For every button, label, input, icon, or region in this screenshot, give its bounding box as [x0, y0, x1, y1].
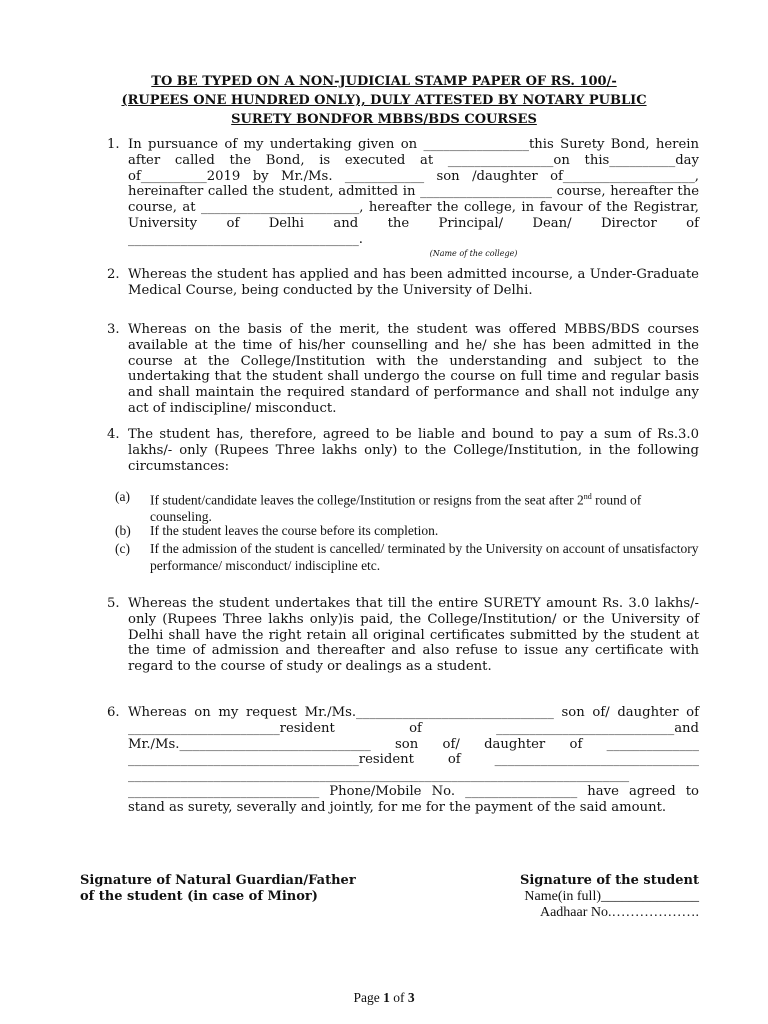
paragraph-6 [107, 705, 699, 816]
aadhaar-field: Aadhaar No.………………. [539, 905, 699, 920]
paragraph-text: Whereas the student has applied and has been admitted incourse, a Under-Graduate Medical Course, being conducted by the University of Delhi. [128, 267, 699, 298]
sub-item-text-part: round of counseling. [150, 492, 642, 524]
guardian-signature-sublabel: of the student (in case of Minor) [80, 889, 318, 904]
paragraph-text: Whereas on my request Mr./Ms.______________________________ son of/ daughter of _______________________resident of ___________________________and Mr./Ms._____________________________ son of/ daughter of ______________ ___________________________________resident of _______________________________ ____________________________________________________________________________ _____________________________ Phone/Mobile No. _________________ have agreed to stand as surety, severally and jointly, for me for the payment of the said amount. [128, 705, 699, 815]
sub-item-text: If the admission of the student is cancelled/ terminated by the University on account of unsatisfactory performance/ misconduct/ indiscipline etc. [150, 541, 699, 573]
paragraph-number: 5. [107, 596, 120, 611]
student-name-field: Name(in full)______________ [524, 889, 699, 904]
paragraph-5 [107, 596, 699, 675]
page-number: 1 [383, 990, 390, 1005]
paragraph-number: 6. [107, 705, 120, 720]
paragraph-3 [107, 322, 699, 417]
sub-item-text: If the student leaves the course before its completion. [150, 523, 439, 538]
college-name-caption: (Name of the college) [429, 248, 518, 258]
sub-item-b [115, 523, 700, 540]
sub-item-label: (a) [115, 489, 130, 504]
page-footer [0, 990, 768, 1006]
guardian-signature-block [80, 873, 356, 905]
paragraph-text: In pursuance of my undertaking given on ________________this Surety Bond, herein after called the Bond, is executed at ________________on this__________day of__________2019 by Mr./Ms. ____________ son /daughter of____________________, hereinafter called the student, admitted in ____________________ course, hereafter the course, at ________________________, hereafter the college, in favour of the Registrar, University of Delhi and the Principal/ Dean/ Director of ___________________________________. [128, 137, 699, 247]
header-line-2: (RUPEES ONE HUNDRED ONLY), DULY ATTESTED BY NOTARY PUBLIC [121, 93, 647, 108]
document-header [0, 72, 768, 129]
paragraph-number: 4. [107, 427, 120, 442]
paragraph-text: The student has, therefore, agreed to be liable and bound to pay a sum of Rs.3.0 lakhs/- only (Rupees Three lakhs only) to the College/Institution, in the following circumstances: [128, 427, 699, 474]
paragraph-2 [107, 267, 699, 299]
sub-item-label: (b) [115, 523, 131, 538]
document-title: SURETY BONDFOR MBBS/BDS COURSES [231, 112, 537, 127]
paragraph-text: Whereas on the basis of the merit, the student was offered MBBS/BDS courses available at the time of his/her counselling and he/ she has been admitted in the course at the College/Institution with the understanding and subject to the undertaking that the student shall undergo the course on full time and regular basis and shall maintain the required standard of performance and shall not indulge any act of indiscipline/ misconduct. [128, 322, 699, 416]
sub-item-a [115, 489, 700, 526]
ordinal-suffix: nd [583, 492, 592, 501]
sub-item-text [150, 489, 700, 526]
page-label: Page [353, 990, 380, 1005]
guardian-signature-label: Signature of Natural Guardian/Father [80, 873, 356, 888]
sub-item-text-part: If student/candidate leaves the college/Institution or resigns from the seat after 2 [150, 492, 584, 508]
paragraph-number: 1. [107, 137, 120, 152]
paragraph-text: Whereas the student undertakes that till the entire SURETY amount Rs. 3.0 lakhs/- only (Rupees Three lakhs only)is paid, the College/Institution/ or the University of Delhi shall have the right retain all original certificates submitted by the student at the time of admission and thereafter and also refuse to issue any certificate with regard to the course of study or dealings as a student. [128, 596, 699, 675]
paragraph-1 [107, 137, 699, 260]
paragraph-4 [107, 427, 699, 474]
paragraph-number: 3. [107, 322, 120, 337]
header-line-1: TO BE TYPED ON A NON-JUDICIAL STAMP PAPER OF RS. 100/- [151, 74, 617, 89]
page-of-label: of [393, 990, 405, 1005]
student-signature-block [520, 873, 699, 921]
page-total: 3 [407, 990, 415, 1005]
sub-item-label: (c) [115, 541, 130, 556]
student-signature-label: Signature of the student [519, 873, 699, 888]
paragraph-number: 2. [107, 267, 120, 282]
sub-item-c [115, 541, 700, 574]
